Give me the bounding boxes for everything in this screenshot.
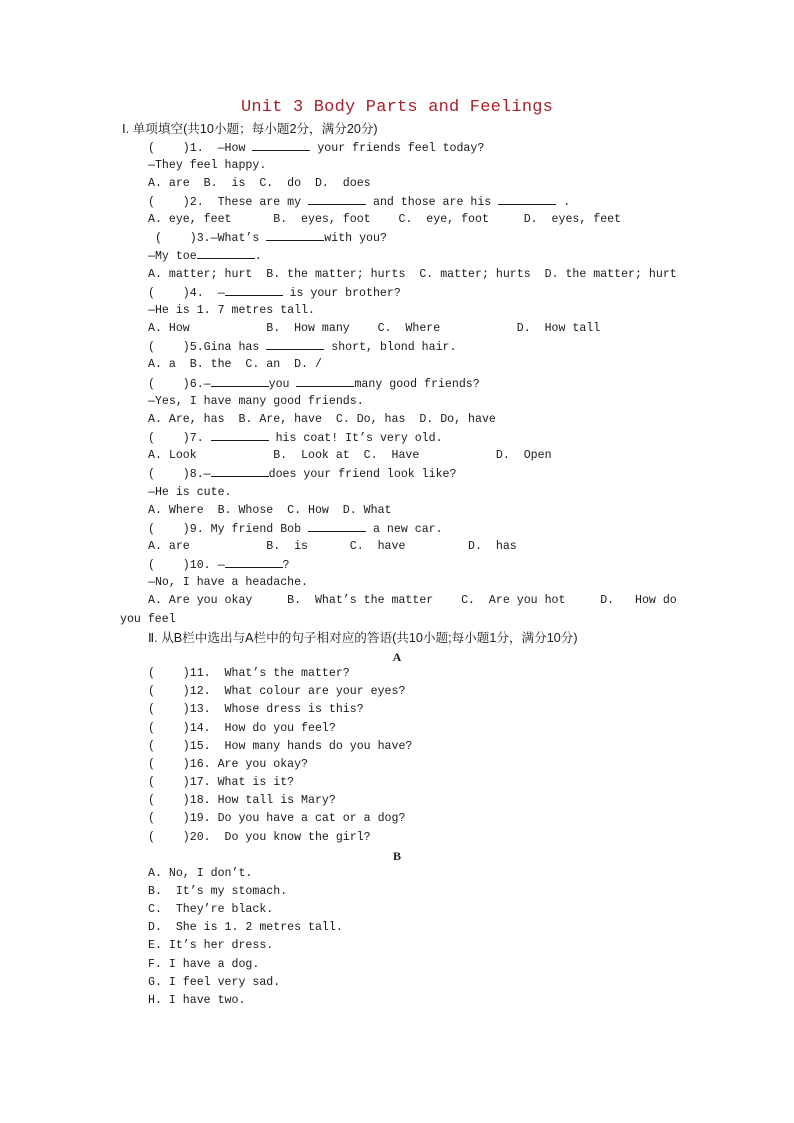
blank[interactable] xyxy=(308,520,366,532)
match-a-item: ( )13. Whose dress is this? xyxy=(148,703,364,716)
blank[interactable] xyxy=(296,375,354,387)
match-b-item: H. I have two. xyxy=(148,994,246,1007)
blank[interactable] xyxy=(498,193,556,205)
blank[interactable] xyxy=(266,229,324,241)
match-a-item: ( )12. What colour are your eyes? xyxy=(148,685,406,698)
question-4-answer: —He is 1. 7 metres tall. xyxy=(148,304,315,317)
question-1: ( )1. —How your friends feel today? xyxy=(148,139,484,157)
match-a-item: ( )19. Do you have a cat or a dog? xyxy=(148,812,406,825)
blank[interactable] xyxy=(211,429,269,441)
question-10: ( )10. — ? xyxy=(148,556,290,574)
question-8-answer: —He is cute. xyxy=(148,486,232,499)
blank[interactable] xyxy=(308,193,366,205)
question-3-options: A. matter; hurt B. the matter; hurts C. matter; hurts D. the matter; hurt xyxy=(148,268,677,281)
question-8-options: A. Where B. Whose C. How D. What xyxy=(148,504,392,517)
match-a-item: ( )17. What is it? xyxy=(148,776,295,789)
match-a-item: ( )20. Do you know the girl? xyxy=(148,831,371,844)
match-b-item: D. She is 1. 2 metres tall. xyxy=(148,921,343,934)
question-8: ( )8.— does your friend look like? xyxy=(148,465,456,483)
question-10-options-wrap: you feel xyxy=(120,613,176,626)
question-6-options: A. Are, has B. Are, have C. Do, has D. Do, have xyxy=(148,413,496,426)
match-a-item: ( )18. How tall is Mary? xyxy=(148,794,336,807)
match-a-item: ( )16. Are you okay? xyxy=(148,758,309,771)
question-4: ( )4. — is your brother? xyxy=(148,284,401,302)
question-7: ( )7. his coat! It’s very old. xyxy=(148,429,443,447)
blank[interactable] xyxy=(225,284,283,296)
question-6-answer: —Yes, I have many good friends. xyxy=(148,395,364,408)
blank[interactable] xyxy=(211,375,269,387)
match-b-item: A. No, I don’t. xyxy=(148,867,253,880)
match-b-item: C. They’re black. xyxy=(148,903,274,916)
section-2-heading: Ⅱ. 从B栏中选出与A栏中的句子相对应的答语(共10小题;每小题1分，满分10分) xyxy=(148,631,578,645)
match-a-item: ( )14. How do you feel? xyxy=(148,722,336,735)
question-10-options: A. Are you okay B. What’s the matter C. Are you hot D. How do xyxy=(148,594,677,607)
match-a-item: ( )11. What’s the matter? xyxy=(148,667,350,680)
section-1-heading: Ⅰ. 单项填空(共10小题；每小题2分，满分20分) xyxy=(122,122,378,136)
question-1-answer: —They feel happy. xyxy=(148,159,267,172)
column-a-label: A xyxy=(392,650,402,664)
question-4-options: A. How B. How many C. Where D. How tall xyxy=(148,322,601,335)
question-1-options: A. are B. is C. do D. does xyxy=(148,177,371,190)
question-9-options: A. are B. is C. have D. has xyxy=(148,540,517,553)
blank[interactable] xyxy=(266,338,324,350)
page-title: Unit 3 Body Parts and Feelings xyxy=(240,98,554,117)
match-b-item: B. It’s my stomach. xyxy=(148,885,288,898)
question-9: ( )9. My friend Bob a new car. xyxy=(148,520,443,538)
column-b-label: B xyxy=(392,849,401,863)
blank[interactable] xyxy=(225,556,283,568)
question-10-answer: —No, I have a headache. xyxy=(148,576,309,589)
question-2: ( )2. These are my and those are his . xyxy=(148,193,570,211)
match-b-item: E. It’s her dress. xyxy=(148,939,274,952)
question-3-answer: —My toe . xyxy=(148,247,262,265)
blank[interactable] xyxy=(197,247,255,259)
blank[interactable] xyxy=(211,465,269,477)
match-b-item: F. I have a dog. xyxy=(148,958,260,971)
blank[interactable] xyxy=(252,139,310,151)
question-5: ( )5.Gina has short, blond hair. xyxy=(148,338,456,356)
question-7-options: A. Look B. Look at C. Have D. Open xyxy=(148,449,552,462)
question-5-options: A. a B. the C. an D. / xyxy=(148,358,322,371)
question-6: ( )6.— you many good friends? xyxy=(148,375,480,393)
match-b-item: G. I feel very sad. xyxy=(148,976,281,989)
match-a-item: ( )15. How many hands do you have? xyxy=(148,740,413,753)
question-3: ( )3.—What’s with you? xyxy=(148,229,387,247)
question-2-options: A. eye, feet B. eyes, foot C. eye, foot D. eyes, feet xyxy=(148,213,622,226)
